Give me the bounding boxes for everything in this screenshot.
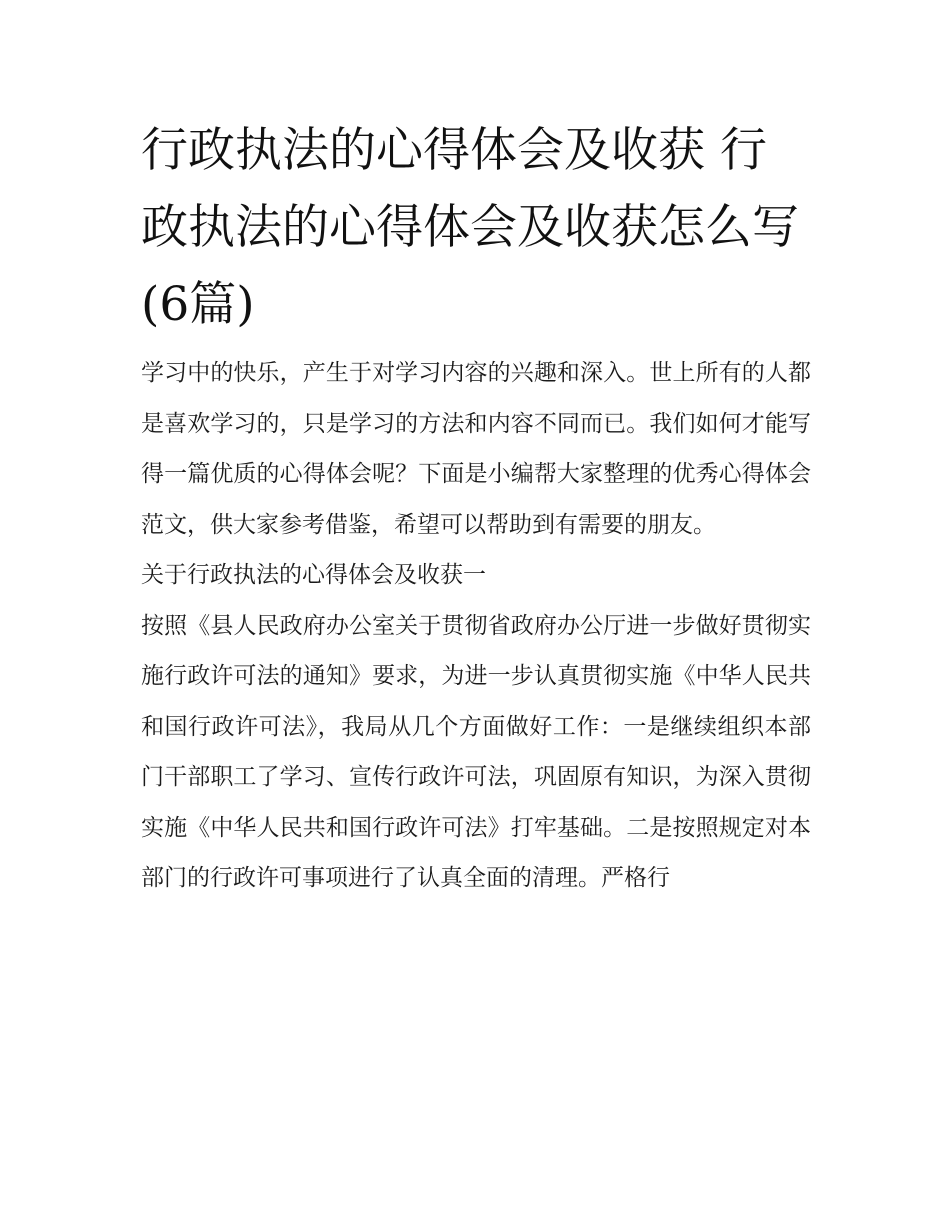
- section-heading: 关于行政执法的心得体会及收获一: [141, 562, 486, 588]
- document-title: 行政执法的心得体会及收获 行政执法的心得体会及收获怎么写(6篇): [141, 123, 799, 332]
- intro-paragraph: 学习中的快乐，产生于对学习内容的兴趣和深入。世上所有的人都是喜欢学习的，只是学习的方法和内容不同而已。我们如何才能写得一篇优质的心得体会呢？下面是小编帮大家整理的优秀心得体会范文，供大家参考借鉴，希望可以帮助到有需要的朋友。: [141, 360, 811, 538]
- document-content: [141, 112, 811, 904]
- document-body: [141, 348, 811, 904]
- body-paragraph: 按照《县人民政府办公室关于贯彻省政府办公厅进一步做好贯彻实施行政许可法的通知》要求，为进一步认真贯彻实施《中华人民共和国行政许可法》，我局从几个方面做好工作：一是继续组织本部门干部职工了学习、宣传行政许可法，巩固原有知识，为深入贯彻实施《中华人民共和国行政许可法》打牢基础。二是按照规定对本部门的行政许可事项进行了认真全面的清理。严格行: [141, 612, 811, 891]
